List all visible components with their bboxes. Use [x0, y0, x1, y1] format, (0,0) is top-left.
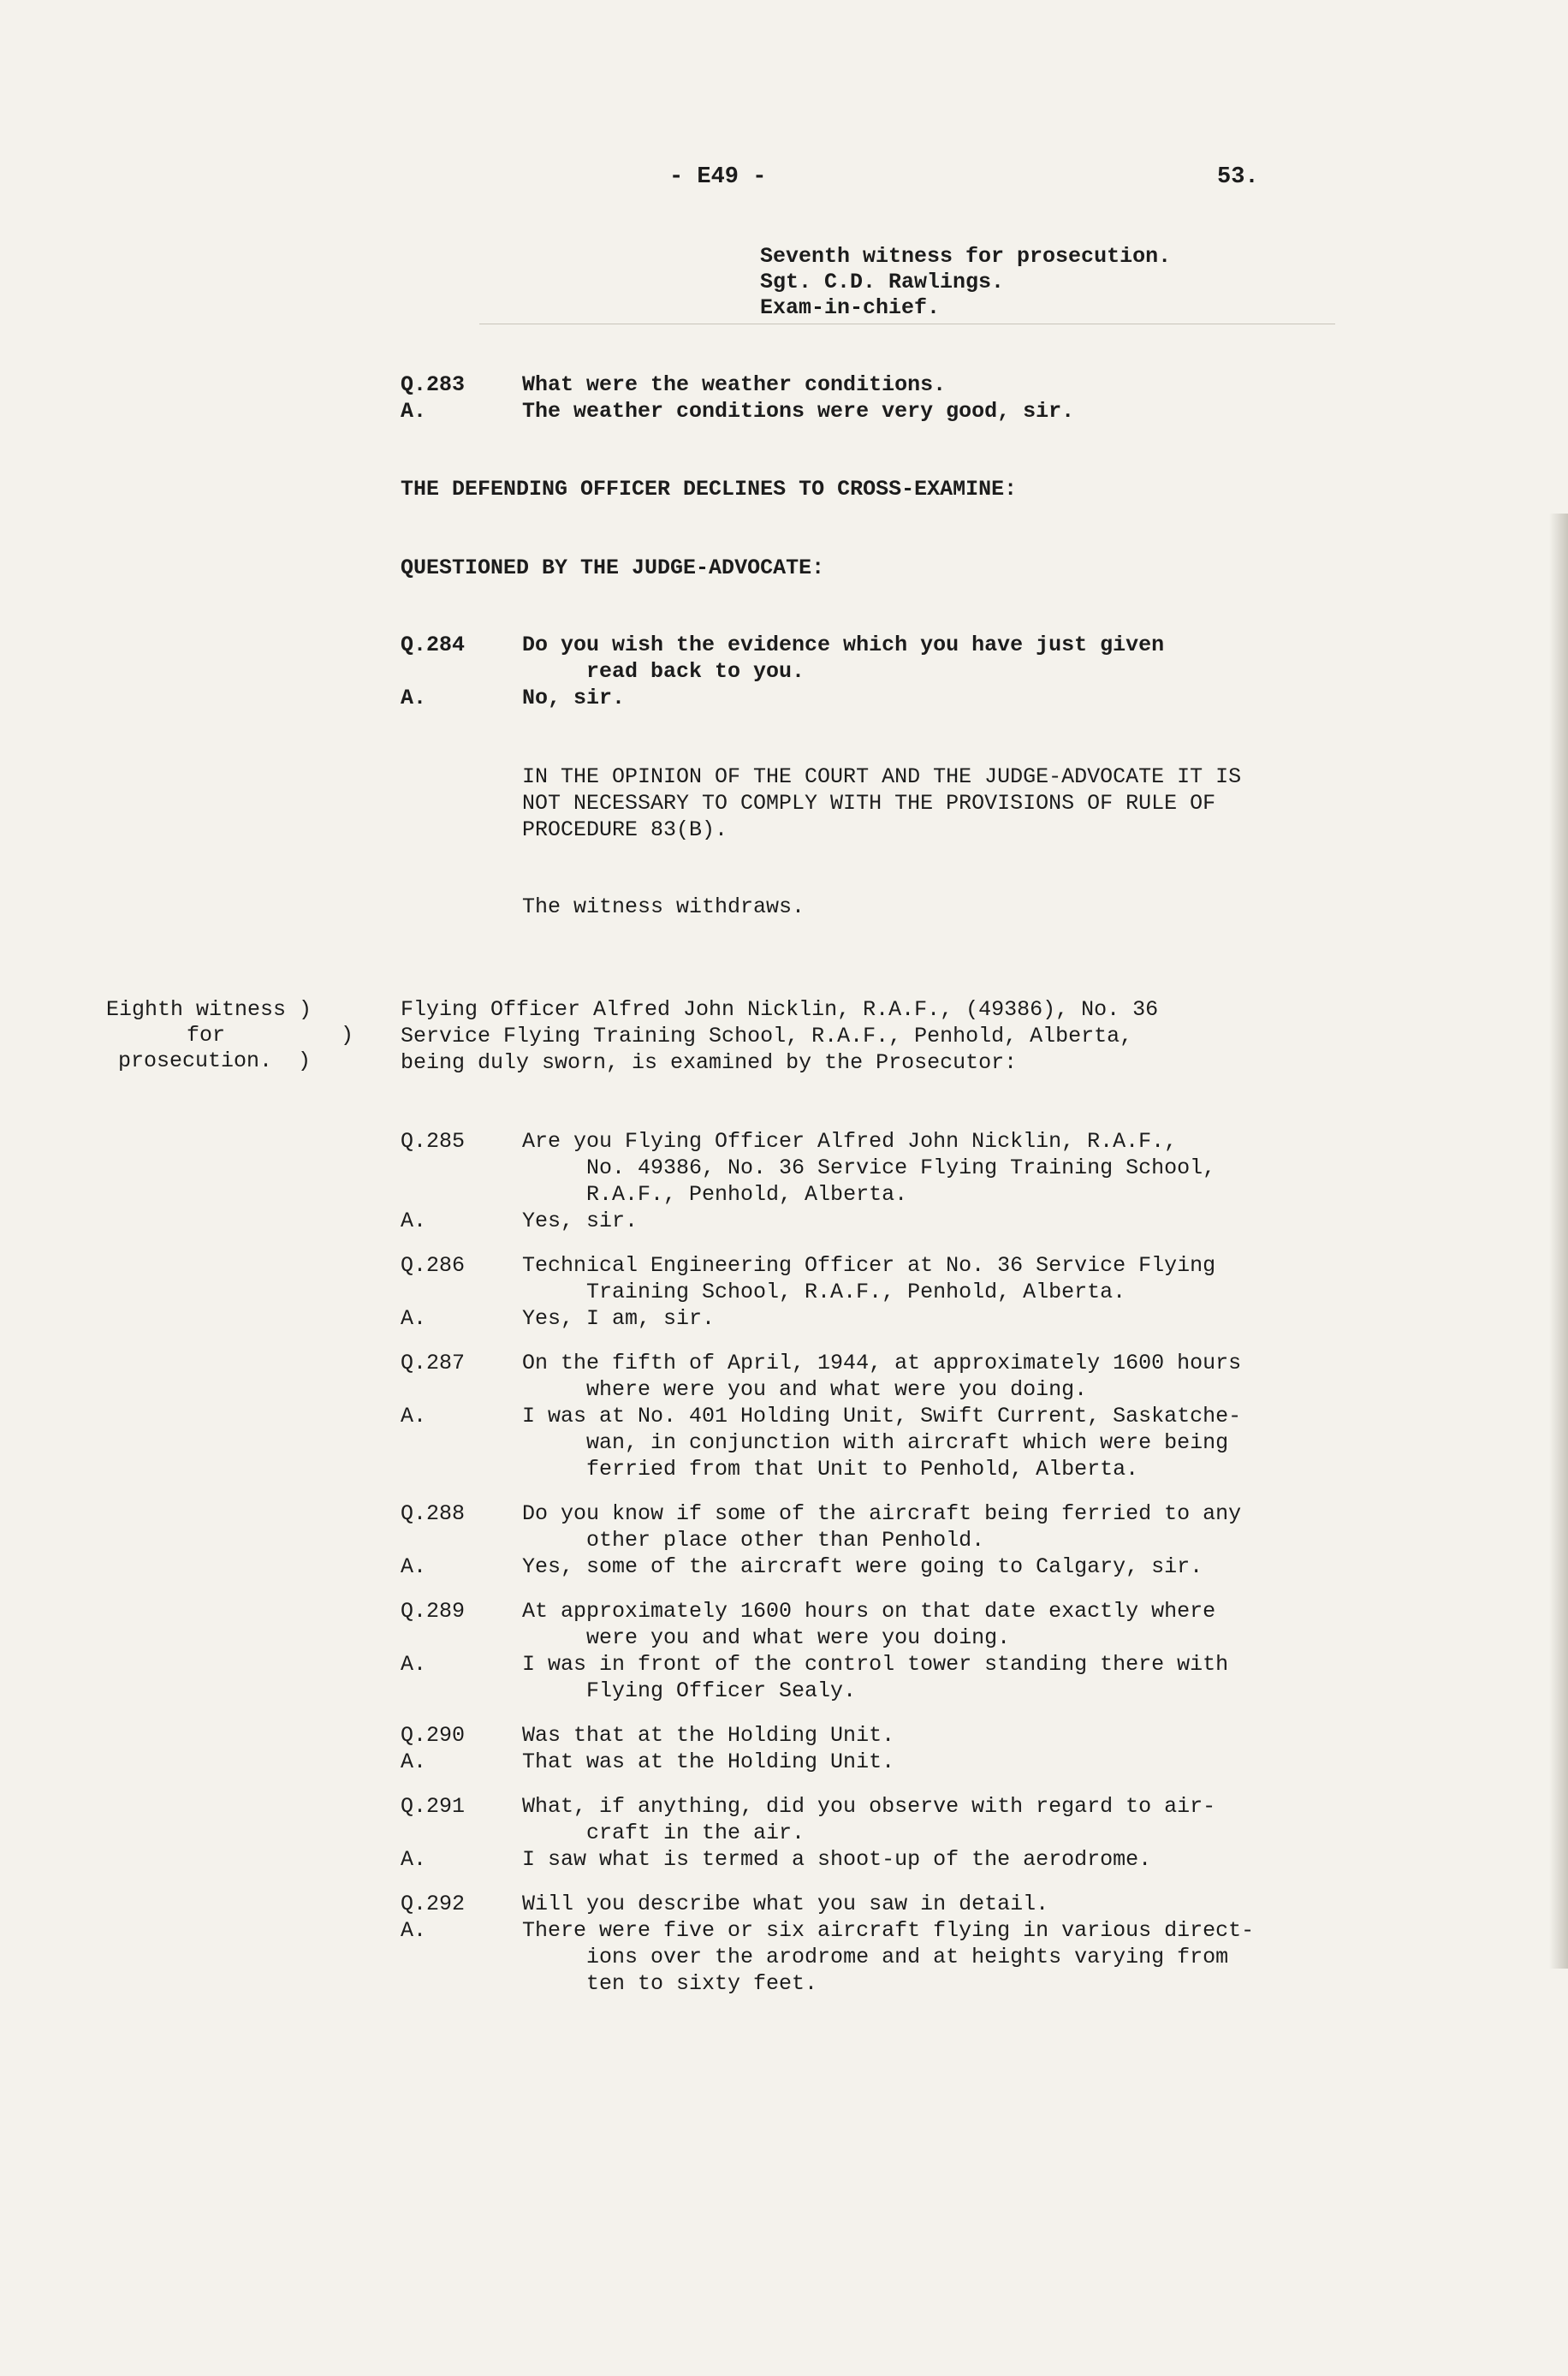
qa-row — [401, 1553, 1291, 1580]
qa-label: A. — [401, 399, 427, 424]
witness-heading-line1: Seventh witness for prosecution. — [760, 244, 1172, 269]
qa-label: Q.289 — [401, 1599, 466, 1624]
qa-row — [401, 1722, 1291, 1749]
qa-text: At approximately 1600 hours on that date exactly where were you and what were you doing. — [522, 1599, 1216, 1650]
scan-edge-shadow — [1549, 514, 1568, 1969]
qa-row — [401, 371, 1291, 398]
qa-label: A. — [401, 1749, 427, 1774]
qa-label: Q.285 — [401, 1129, 466, 1154]
qa-text: Are you Flying Officer Alfred John Nicklin, R.A.F., No. 49386, No. 36 Service Flying Training School, R.A.F., Penhold, Alberta. — [522, 1129, 1216, 1207]
qa-text: What, if anything, did you observe with regard to air- craft in the air. — [522, 1794, 1216, 1845]
qa-label: A. — [401, 1652, 427, 1677]
eighth-witness-intro: Flying Officer Alfred John Nicklin, R.A.F., (49386), No. 36 Service Flying Training School, R.A.F., Penhold, Alberta, being duly sworn, is examined by the Prosecutor: — [401, 997, 1159, 1075]
qa-label: Q.288 — [401, 1501, 466, 1526]
qa-text: That was at the Holding Unit. — [522, 1749, 895, 1774]
qa-text: I saw what is termed a shoot-up of the aerodrome. — [522, 1847, 1152, 1872]
qa-block-2 — [401, 632, 1291, 711]
defending-statement: THE DEFENDING OFFICER DECLINES TO CROSS-EXAMINE: — [401, 477, 1018, 502]
qa-row — [401, 398, 1291, 425]
qa-row — [401, 685, 1291, 711]
judge-advocate-heading: QUESTIONED BY THE JUDGE-ADVOCATE: — [401, 555, 825, 580]
eighth-witness-margin-line1: Eighth witness ) — [106, 997, 312, 1022]
qa-row — [401, 1891, 1291, 1917]
qa-label: A. — [401, 1306, 427, 1331]
qa-text: I was at No. 401 Holding Unit, Swift Current, Saskatche- wan, in conjunction with aircraft which were being ferried from that Unit to Penhold, Alberta. — [522, 1404, 1242, 1482]
qa-label: Q.291 — [401, 1794, 466, 1819]
qa-row — [401, 1305, 1291, 1332]
qa-label: A. — [401, 1554, 427, 1579]
qa-row — [401, 1252, 1291, 1305]
page-number-right: 53. — [1217, 164, 1259, 190]
qa-text: Do you wish the evidence which you have just given read back to you. — [522, 633, 1165, 684]
qa-text: Yes, some of the aircraft were going to Calgary, sir. — [522, 1554, 1203, 1579]
qa-label: Q.284 — [401, 633, 466, 657]
qa-text: There were five or six aircraft flying in various direct- ions over the arodrome and at heights varying from ten to sixty feet. — [522, 1918, 1255, 1996]
qa-row — [401, 1793, 1291, 1846]
court-opinion: IN THE OPINION OF THE COURT AND THE JUDGE-ADVOCATE IT IS NOT NECESSARY TO COMPLY WITH THE PROVISIONS OF RULE OF PROCEDURE 83(B). — [522, 764, 1242, 842]
eighth-witness-margin-line2: for ) — [187, 1023, 354, 1048]
qa-row — [401, 1500, 1291, 1553]
qa-text: Yes, sir. — [522, 1209, 638, 1233]
witness-withdraws: The witness withdraws. — [522, 894, 805, 919]
qa-row — [401, 1128, 1291, 1208]
qa-text: The weather conditions were very good, sir. — [522, 399, 1075, 424]
qa-text: Technical Engineering Officer at No. 36 Service Flying Training School, R.A.F., Penhold, Alberta. — [522, 1253, 1216, 1304]
qa-row — [401, 1651, 1291, 1704]
qa-text: Yes, I am, sir. — [522, 1306, 716, 1331]
qa-label: Q.283 — [401, 372, 466, 397]
qa-text: Will you describe what you saw in detail. — [522, 1892, 1049, 1916]
qa-row — [401, 1208, 1291, 1234]
eighth-witness-margin-line3: prosecution. ) — [118, 1048, 312, 1073]
qa-text: Was that at the Holding Unit. — [522, 1723, 895, 1748]
page-number-center: - E49 - — [669, 164, 767, 190]
qa-row — [401, 1749, 1291, 1775]
witness-heading-line3: Exam-in-chief. — [760, 295, 941, 320]
qa-label: A. — [401, 1209, 427, 1233]
qa-label: A. — [401, 1404, 427, 1429]
qa-row — [401, 1598, 1291, 1651]
qa-label: A. — [401, 1847, 427, 1872]
qa-text: I was in front of the control tower standing there with Flying Officer Sealy. — [522, 1652, 1229, 1703]
qa-label: A. — [401, 686, 427, 710]
qa-row — [401, 1846, 1291, 1873]
witness-heading-line2: Sgt. C.D. Rawlings. — [760, 270, 1005, 294]
qa-row — [401, 632, 1291, 685]
qa-block-3 — [401, 1128, 1291, 1997]
qa-row — [401, 1350, 1291, 1403]
qa-label: Q.286 — [401, 1253, 466, 1278]
qa-row — [401, 1403, 1291, 1482]
qa-label: Q.292 — [401, 1892, 466, 1916]
qa-text: Do you know if some of the aircraft being ferried to any other place other than Penhold. — [522, 1501, 1242, 1553]
qa-block-1 — [401, 371, 1291, 425]
qa-label: A. — [401, 1918, 427, 1943]
qa-label: Q.287 — [401, 1351, 466, 1375]
qa-label: Q.290 — [401, 1723, 466, 1748]
qa-text: What were the weather conditions. — [522, 372, 947, 397]
qa-row — [401, 1917, 1291, 1997]
qa-text: On the fifth of April, 1944, at approximately 1600 hours where were you and what were you doing. — [522, 1351, 1242, 1402]
qa-text: No, sir. — [522, 686, 626, 710]
